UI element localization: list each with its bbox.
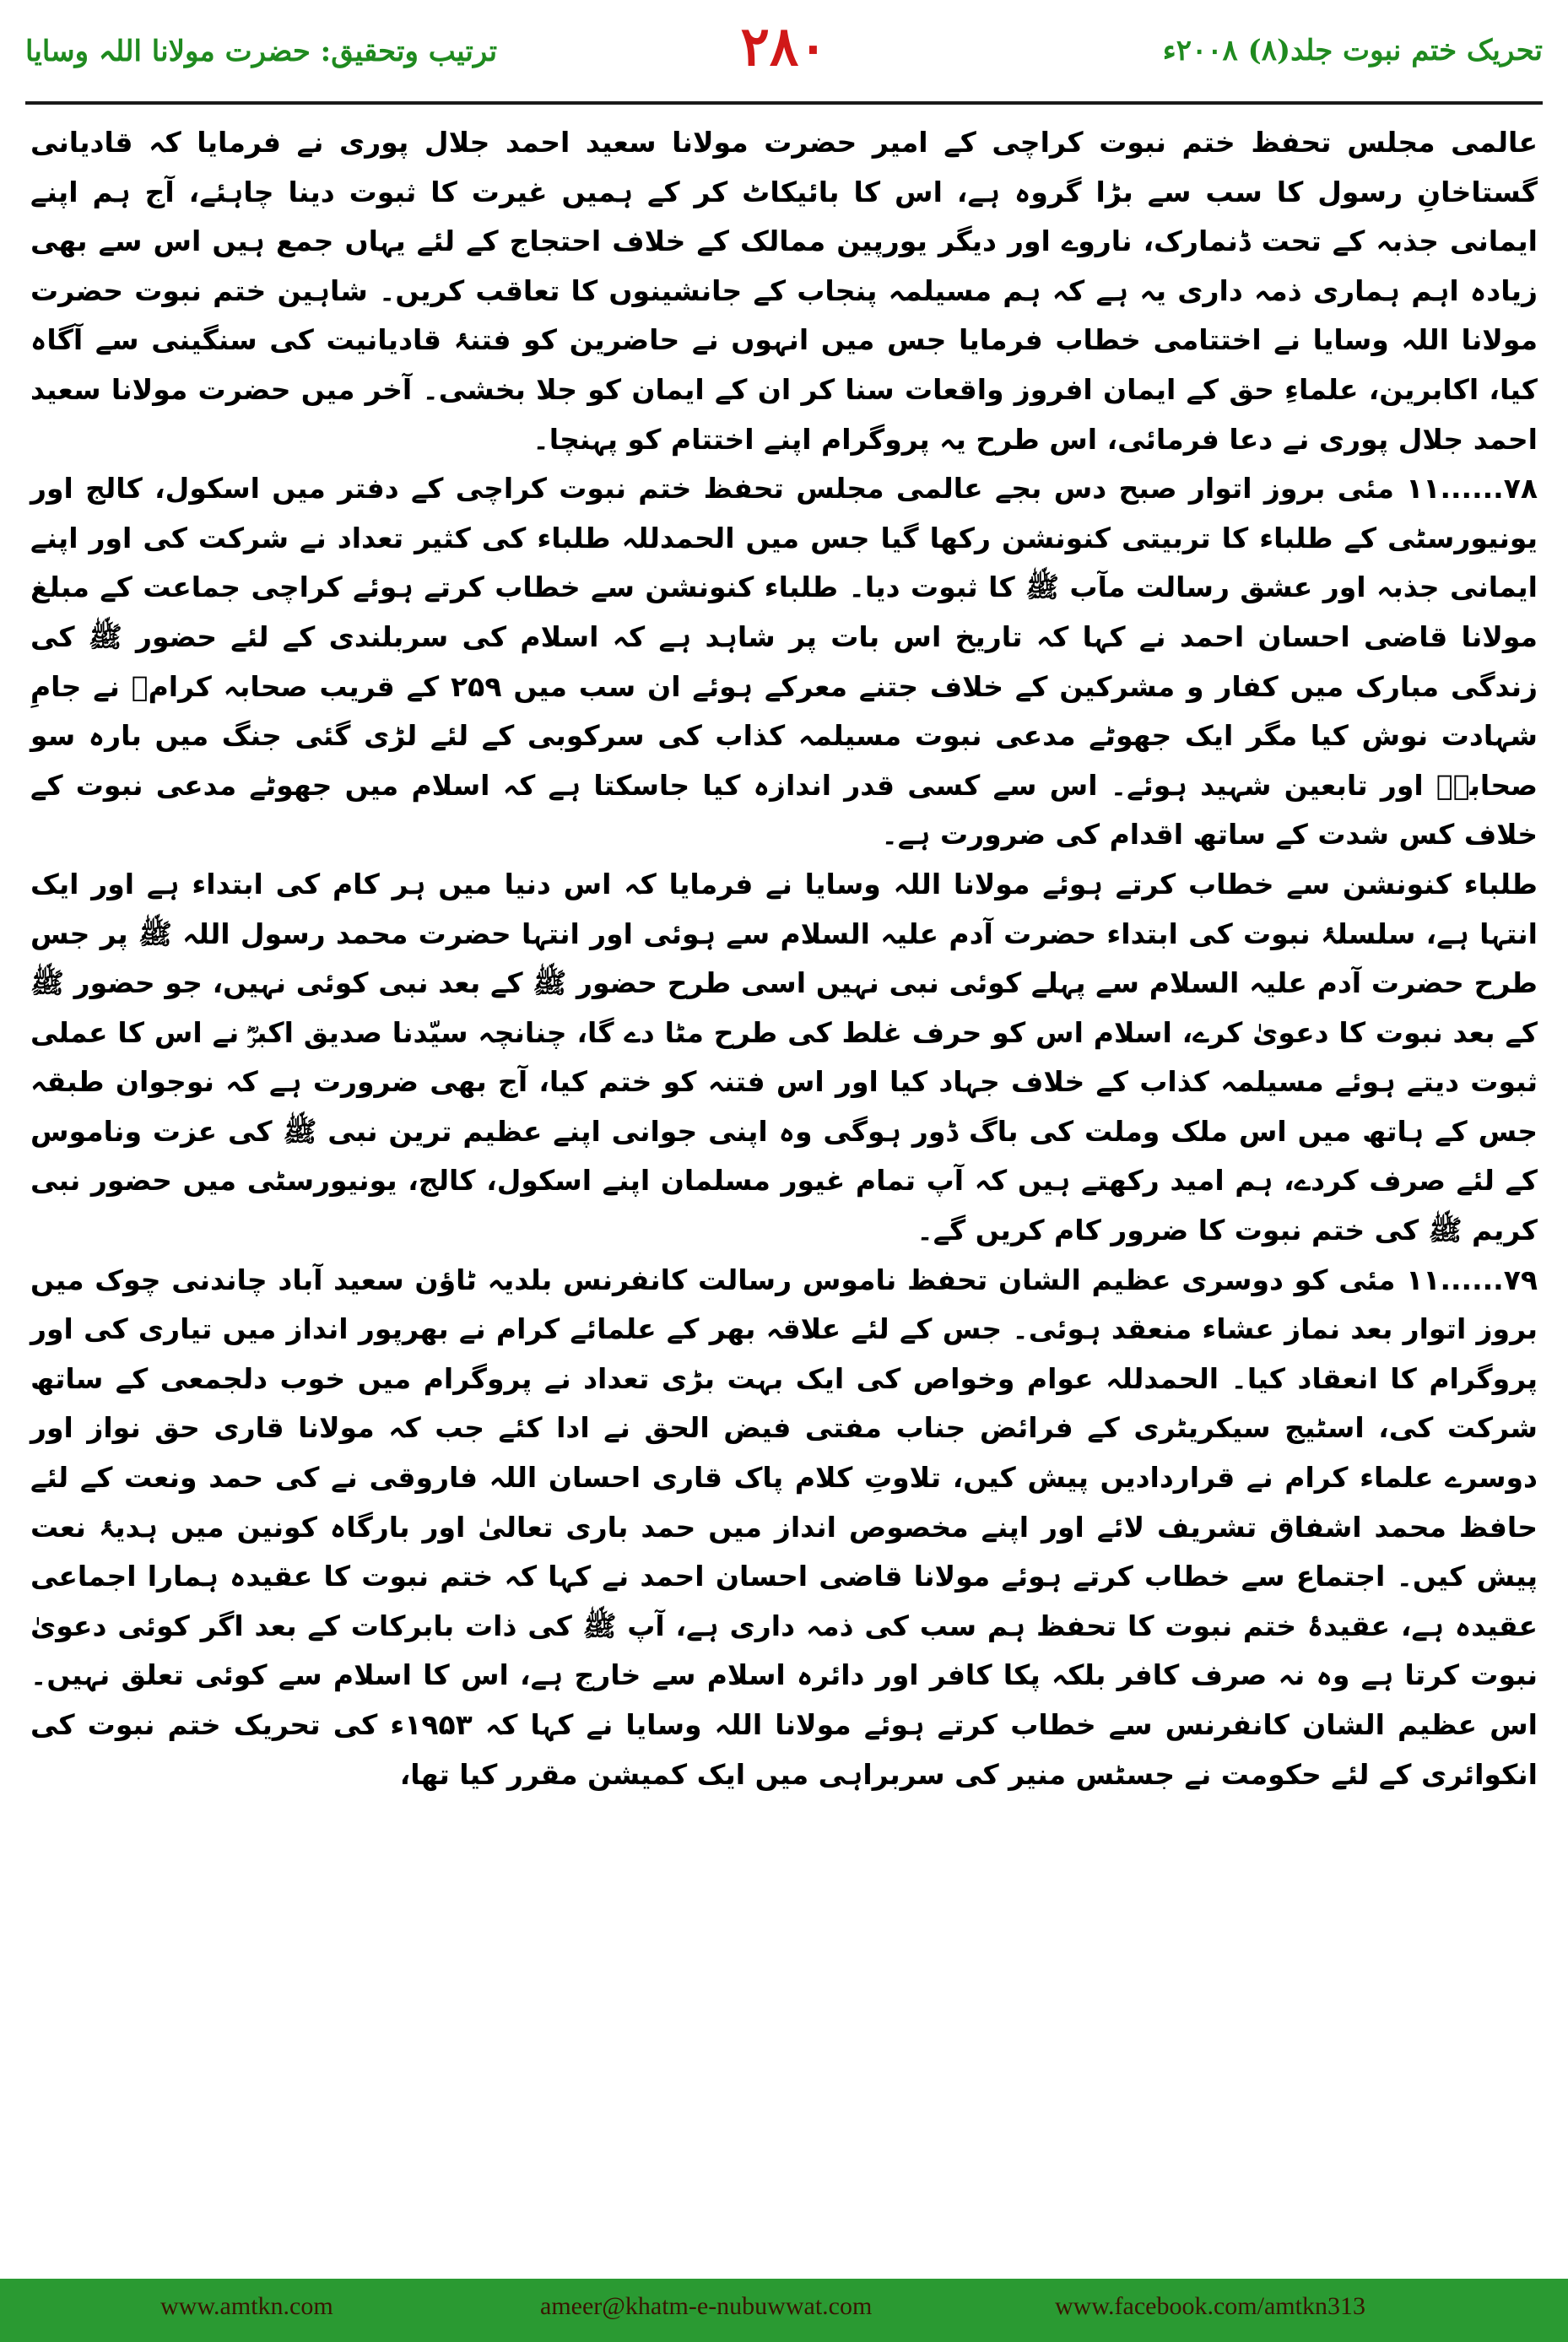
- footer-email-link[interactable]: ameer@khatm-e-nubuwwat.com: [540, 2292, 873, 2320]
- paragraph-convention-speech: طلباء کنونشن سے خطاب کرتے ہوئے مولانا اللہ وسایا نے فرمایا کہ اس دنیا میں ہر کام کی ابتداء ہے اور ایک انتہا ہے، سلسلۂ نبوت کی ابتداء حضرت آدم علیہ السلام سے ہوئی اور انتہا حضرت محمد رسول اللہ ﷺ پر جس طرح حضرت آدم علیہ السلام سے پہلے کوئی نبی نہیں اسی طرح حضور ﷺ کے بعد نبی کوئی نہیں، جو حضور ﷺ کے بعد نبوت کا دعویٰ کرے، اسلام اس کو حرف غلط کی طرح مٹا دے گا، چنانچہ سیّدنا صدیق اکبرؓ نے اس کا عملی ثبوت دیتے ہوئے مسیلمہ کذاب کے خلاف جہاد کیا اور اس فتنہ کو ختم کیا، آج بھی ضرورت ہے کہ نوجوان طبقہ جس کے ہاتھ میں اس ملک وملت کی باگ ڈور ہوگی وہ اپنی جوانی اپنے عظیم ترین نبی ﷺ کی عزت وناموس کے لئے صرف کردے، ہم امید رکھتے ہیں کہ آپ تمام غیور مسلمان اپنے اسکول، کالج، یونیورسٹی میں حضور نبی کریم ﷺ کی ختم نبوت کا ضرور کام کریں گے۔: [30, 867, 1538, 1247]
- entry-78: [30, 464, 1538, 860]
- page-header: [0, 0, 1568, 127]
- footer-website-link[interactable]: www.amtkn.com: [160, 2292, 333, 2320]
- entry-79: [30, 1256, 1538, 1800]
- entry-79-number: ۷۹......: [1440, 1263, 1538, 1296]
- page-footer: [0, 2279, 1568, 2342]
- entry-79-text: ۱۱ مئی کو دوسری عظیم الشان تحفظ ناموس رسالت کانفرنس بلدیہ ٹاؤن سعید آباد چاندنی چوک میں بروز اتوار بعد نماز عشاء منعقد ہوئی۔ جس کے لئے علاقہ بھر کے علمائے کرام نے بھرپور انداز میں تیاری کی اور پروگرام کا انعقاد کیا۔ الحمدللہ عوام وخواص کی ایک بہت بڑی تعداد نے پروگرام میں خوب دلجمعی کے ساتھ شرکت کی، اسٹیج سیکریٹری کے فرائض جناب مفتی فیض الحق نے ادا کئے جب کہ مولانا قاری حق نواز اور دوسرے علماء کرام نے قراردادیں پیش کیں، تلاوتِ کلام پاک قاری احسان اللہ فاروقی نے کی حمد ونعت کے لئے حافظ محمد اشفاق تشریف لائے اور اپنے مخصوص انداز میں حمد باری تعالیٰ اور بارگاہ کونین میں ہدیۂ نعت پیش کیں۔ اجتماع سے خطاب کرتے ہوئے مولانا قاضی احسان احمد نے کہا کہ ختم نبوت کا عقیدہ ہمارا اجماعی عقیدہ ہے، عقیدۂ ختم نبوت کا تحفظ ہم سب کی ذمہ داری ہے، آپ ﷺ کی ذات بابرکات کے بعد اگر کوئی دعویٰ نبوت کرتا ہے وہ نہ صرف کافر بلکہ پکا کافر اور دائرہ اسلام سے خارج ہے، اس کا اسلام سے کوئی تعلق نہیں۔ اس عظیم الشان کانفرنس سے خطاب کرتے ہوئے مولانا اللہ وسایا نے کہا کہ ۱۹۵۳ء کی تحریک ختم نبوت کی انکوائری کے لئے حکومت نے جسٹس منیر کی سربراہی میں ایک کمیشن مقرر کیا تھا،: [30, 1263, 1538, 1791]
- header-book-title: تحریک ختم نبوت جلد(۸) ۲۰۰۸ء: [1162, 34, 1543, 68]
- page-body: [30, 118, 1538, 2245]
- footer-facebook-link[interactable]: www.facebook.com/amtkn313: [1055, 2292, 1365, 2320]
- header-compiler-credit: ترتیب وتحقیق: حضرت مولانا اللہ وسایا: [25, 35, 498, 68]
- entry-78-number: ۷۸......: [1440, 472, 1538, 506]
- header-divider: [25, 101, 1543, 105]
- paragraph-intro: عالمی مجلس تحفظ ختم نبوت کراچی کے امیر حضرت مولانا سعید احمد جلال پوری نے فرمایا کہ قادیانی گستاخانِ رسول کا سب سے بڑا گروہ ہے، اس کا بائیکاٹ کر کے ہمیں غیرت کا ثبوت دینا چاہئے، آج ہم اپنے ایمانی جذبہ کے تحت ڈنمارک، ناروے اور دیگر یورپین ممالک کے خلاف احتجاج کے لئے یہاں جمع ہیں اس سے بھی زیادہ اہم ہماری ذمہ داری یہ ہے کہ ہم مسیلمہ پنجاب کے جانشینوں کا تعاقب کریں۔ شاہین ختم نبوت حضرت مولانا اللہ وسایا نے اختتامی خطاب فرمایا جس میں انہوں نے حاضرین کو فتنۂ قادیانیت کی سنگینی سے آگاہ کیا، اکابرین، علماءِ حق کے ایمان افروز واقعات سنا کر ان کے ایمان کو جلا بخشی۔ آخر میں حضرت مولانا سعید احمد جلال پوری نے دعا فرمائی، اس طرح یہ پروگرام اپنے اختتام کو پہنچا۔: [30, 126, 1538, 456]
- page-number: ۲۸۰: [740, 15, 828, 78]
- entry-78-text: ۱۱ مئی بروز اتوار صبح دس بجے عالمی مجلس تحفظ ختم نبوت کراچی کے دفتر میں اسکول، کالج اور یونیورسٹی کے طلباء کا تربیتی کنونشن رکھا گیا جس میں الحمدللہ طلباء کی کثیر تعداد نے شرکت کی اور اپنے ایمانی جذبہ اور عشق رسالت مآب ﷺ کا ثبوت دیا۔ طلباء کنونشن سے خطاب کرتے ہوئے کراچی جماعت کے مبلغ مولانا قاضی احسان احمد نے کہا کہ تاریخ اس بات پر شاہد ہے کہ اسلام کی سربلندی کے لئے حضور ﷺ کی زندگی مبارک میں کفار و مشرکین کے خلاف جتنے معرکے ہوئے ان سب میں ۲۵۹ کے قریب صحابہ کرامؓ نے جامِ شہادت نوش کیا مگر ایک جھوٹے مدعی نبوت مسیلمہ کذاب کی سرکوبی کے لئے لڑی گئی جنگ میں بارہ سو صحابہؓ اور تابعین شہید ہوئے۔ اس سے کسی قدر اندازہ کیا جاسکتا ہے کہ اسلام میں جھوٹے مدعی نبوت کے خلاف کس شدت کے ساتھ اقدام کی ضرورت ہے۔: [30, 472, 1538, 852]
